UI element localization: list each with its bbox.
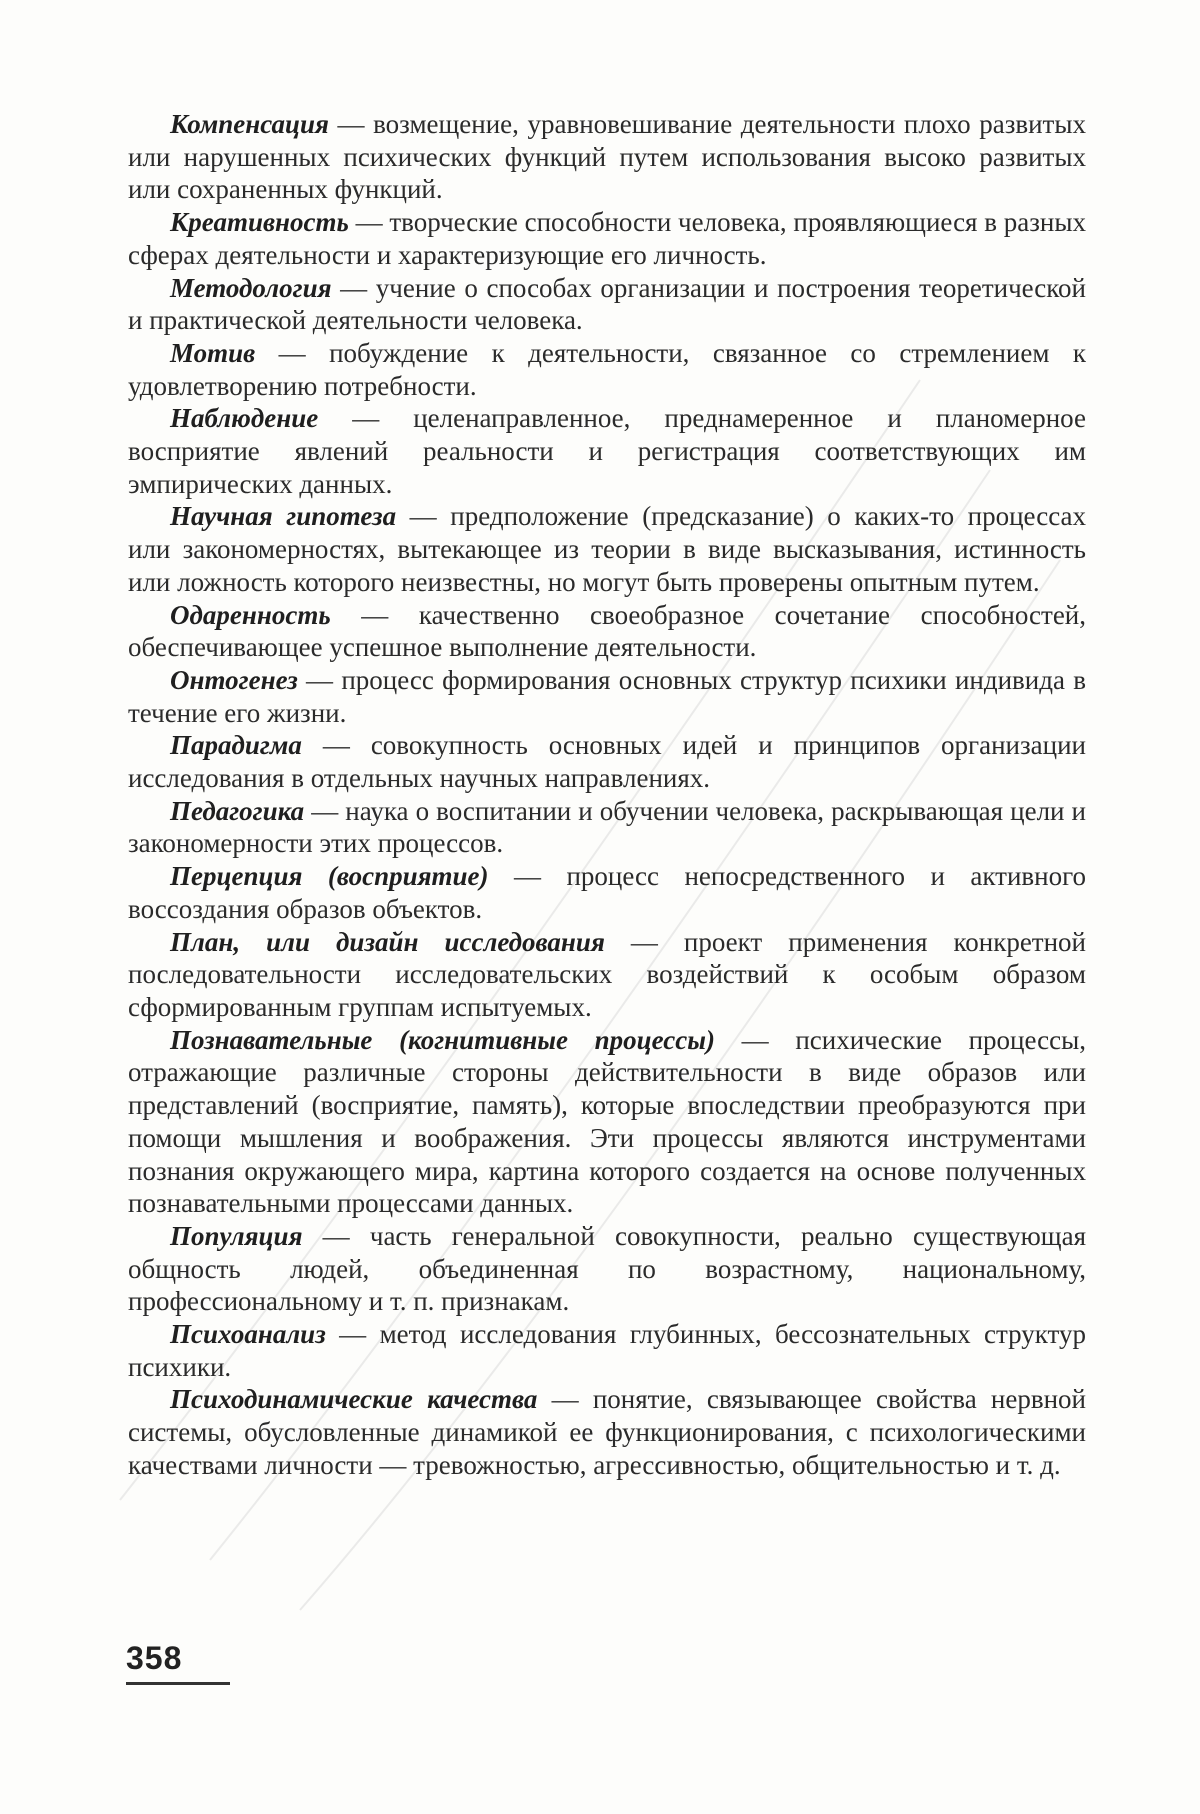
definition-kreativnost: — творческие способности человека, проявляю­щиеся в разных сферах деятельности и характеризующие его лич­ность. [128, 207, 1086, 270]
glossary-entry-kompensatsiya [128, 108, 1086, 206]
page-number: 358 [126, 1640, 182, 1677]
term-paradigma: Парадигма [170, 730, 302, 760]
term-ontogenez: Онтогенез [170, 665, 298, 695]
term-kompensatsiya: Компенсация [170, 109, 329, 139]
definition-nauchnaya-gipoteza: — предположение (предсказание) о каких-то процессах или закономерностях, вытекающее из теории в виде выска­зывания, истинность или ложность которого неизвестны, но могут быть проверены опытным путем. [128, 501, 1086, 596]
glossary-entry-motiv [128, 337, 1086, 402]
page-number-rule [126, 1682, 230, 1685]
term-plan-issledovaniya: План, или дизайн исследования [170, 927, 605, 957]
term-pertseptsiya: Перцепция (восприятие) [170, 861, 489, 891]
definition-poznavatelnye-protsessy: — психические про­цессы, отражающие различные стороны действительности в виде обра­зов или представлений (восприятие, память), которые впоследствии преобразуются при помощи мышления и воображения. Эти процессы являются инструментами познания окружающего мира, картина кото­рого создается на основе полученных познавательными процессами данных. [128, 1025, 1086, 1219]
glossary-entry-plan-issledovaniya [128, 926, 1086, 1024]
term-kreativnost: Креативность [170, 207, 349, 237]
definition-paradigma: — совокупность основных идей и принципов организа­ции исследования в отдельных научных направлениях. [128, 730, 1086, 793]
term-psikhodinamicheskie-kachestva: Психодинамические качества [170, 1384, 537, 1414]
definition-motiv: — побуждение к деятельности, связанное со стремлением к удовлетворению потребности. [128, 338, 1086, 401]
definition-pedagogika: — наука о воспитании и обучении человека, раскрыва­ющая цели и закономерности этих процессов. [128, 796, 1086, 859]
glossary-entry-metodologiya [128, 272, 1086, 337]
glossary-entry-nauchnaya-gipoteza [128, 500, 1086, 598]
term-poznavatelnye-protsessy: Познавательные (когнитивные процессы) [170, 1025, 715, 1055]
term-metodologiya: Методология [170, 273, 332, 303]
glossary-entry-pertseptsiya [128, 860, 1086, 925]
glossary-entry-poznavatelnye-protsessy [128, 1024, 1086, 1220]
term-pedagogika: Педагогика [170, 796, 304, 826]
term-odarennost: Одаренность [170, 600, 331, 630]
glossary-entry-ontogenez [128, 664, 1086, 729]
definition-metodologiya: — учение о способах организации и построения тео­ретической и практической деятельности человека. [128, 273, 1086, 336]
glossary-entry-pedagogika [128, 795, 1086, 860]
definition-psikhodinamicheskie-kachestva: — понятие, связывающее свойства нервной системы, обусловленные динамикой ее функционирования, с психологическими качествами личности — тревожностью, агрессивно­стью, общительностью и т. д. [128, 1384, 1086, 1479]
term-nablyudenie: Наблюдение [170, 403, 318, 433]
definition-odarennost: — качественно своеобразное сочетание способностей, обеспечивающее успешное выполнение деятельности. [128, 600, 1086, 663]
term-motiv: Мотив [170, 338, 255, 368]
definition-populyatsiya: — часть генеральной совокупности, реально существую­щая общность людей, объединенная по возрастному, национальному, профессиональному и т. п. признакам. [128, 1221, 1086, 1316]
glossary-entry-populyatsiya [128, 1220, 1086, 1318]
term-populyatsiya: Популяция [170, 1221, 302, 1251]
term-psikhoanaliz: Психоанализ [170, 1319, 326, 1349]
glossary-text [128, 108, 1086, 1482]
glossary-entry-psikhoanaliz [128, 1318, 1086, 1383]
glossary-entry-odarennost [128, 599, 1086, 664]
definition-nablyudenie: — целенаправленное, преднамеренное и планомерное восприятие явлений реальности и регистрация соответствующих им эмпирических данных. [128, 403, 1086, 498]
glossary-entry-nablyudenie [128, 402, 1086, 500]
definition-psikhoanaliz: — метод исследования глубинных, бессознательных структур психики. [128, 1319, 1086, 1382]
glossary-entry-paradigma [128, 729, 1086, 794]
definition-ontogenez: — процесс формирования основных структур психики индивида в течение его жизни. [128, 665, 1086, 728]
definition-kompensatsiya: — возмещение, уравновешивание деятельности плохо развитых или нарушенных психических функций путем использования высоко развитых или сохраненных функций. [128, 109, 1086, 204]
term-nauchnaya-gipoteza: Научная гипотеза [170, 501, 396, 531]
glossary-entry-psikhodinamicheskie-kachestva [128, 1383, 1086, 1481]
glossary-entry-kreativnost [128, 206, 1086, 271]
definition-plan-issledovaniya: — проект применения конкретной последовательности исследовательских воздействий к особым образом сформированным группам испытуемых. [128, 927, 1086, 1022]
definition-pertseptsiya: — процесс непосредственного и активно­го воссоздания образов объектов. [128, 861, 1086, 924]
